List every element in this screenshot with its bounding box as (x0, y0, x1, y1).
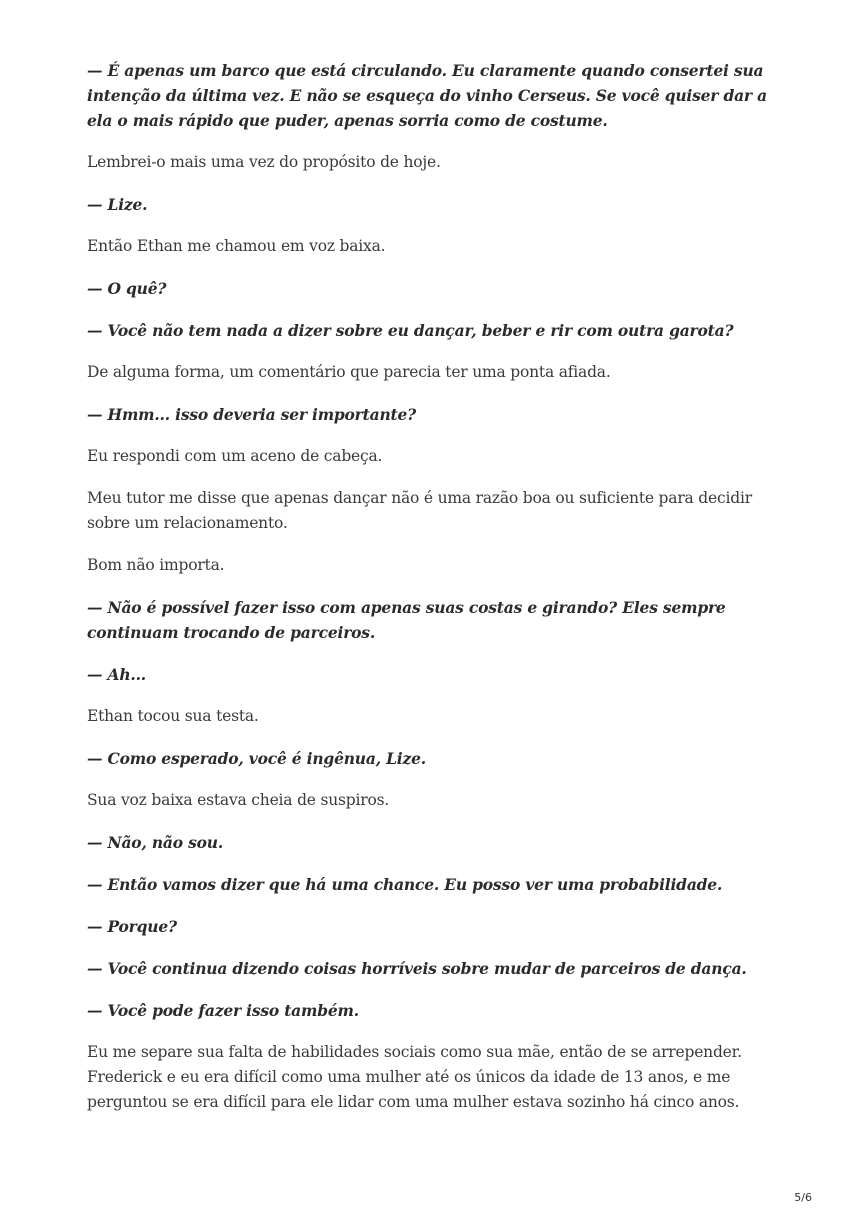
dialogue-line: — Você não tem nada a dizer sobre eu dançar, beber e rir com outra garota? (87, 321, 734, 340)
narration-paragraph: Sua voz baixa estava cheia de suspiros. (87, 791, 390, 809)
dialogue-line: — Você continua dizendo coisas horríveis sobre mudar de parceiros de dança. (87, 959, 747, 978)
dialogue-line: — O quê? (87, 279, 167, 298)
dialogue-line: — Porque? (87, 917, 177, 936)
dialogue-line: — Hmm... isso deveria ser importante? (87, 405, 417, 424)
dialogue-line: — É apenas um barco que está circulando. Eu claramente quando consertei sua intenção da última vez. E não se esqueça do vinho Cerseus. Se você quiser dar a ela o mais rápido que puder, apenas sorria como de costume. (87, 61, 767, 130)
narration-paragraph: Eu me separe sua falta de habilidades sociais como sua mãe, então de se arrepender. Frederick e eu era difícil como uma mulher até os únicos da idade de 13 anos, e me perguntou se era difícil para ele lidar com uma mulher estava sozinho há cinco anos. (87, 1043, 742, 1111)
narration-paragraph: Meu tutor me disse que apenas dançar não é uma razão boa ou suficiente para decidir sobre um relacionamento. (87, 489, 752, 532)
page-number: 5/6 (794, 1191, 812, 1204)
dialogue-line: — Você pode fazer isso também. (87, 1001, 359, 1020)
dialogue-line: — Como esperado, você é ingênua, Lize. (87, 749, 426, 768)
narration-paragraph: Eu respondi com um aceno de cabeça. (87, 447, 383, 465)
dialogue-line: — Lize. (87, 195, 148, 214)
dialogue-line: — Não, não sou. (87, 833, 224, 852)
dialogue-line: — Não é possível fazer isso com apenas suas costas e girando? Eles sempre continuam trocando de parceiros. (87, 598, 726, 642)
document-body (87, 58, 787, 1132)
narration-paragraph: Lembrei-o mais uma vez do propósito de hoje. (87, 153, 441, 171)
dialogue-line: — Ah... (87, 665, 146, 684)
narration-paragraph: Ethan tocou sua testa. (87, 707, 259, 725)
narration-paragraph: De alguma forma, um comentário que parecia ter uma ponta afiada. (87, 363, 611, 381)
dialogue-line: — Então vamos dizer que há uma chance. Eu posso ver uma probabilidade. (87, 875, 723, 894)
narration-paragraph: Então Ethan me chamou em voz baixa. (87, 237, 386, 255)
narration-paragraph: Bom não importa. (87, 556, 225, 574)
